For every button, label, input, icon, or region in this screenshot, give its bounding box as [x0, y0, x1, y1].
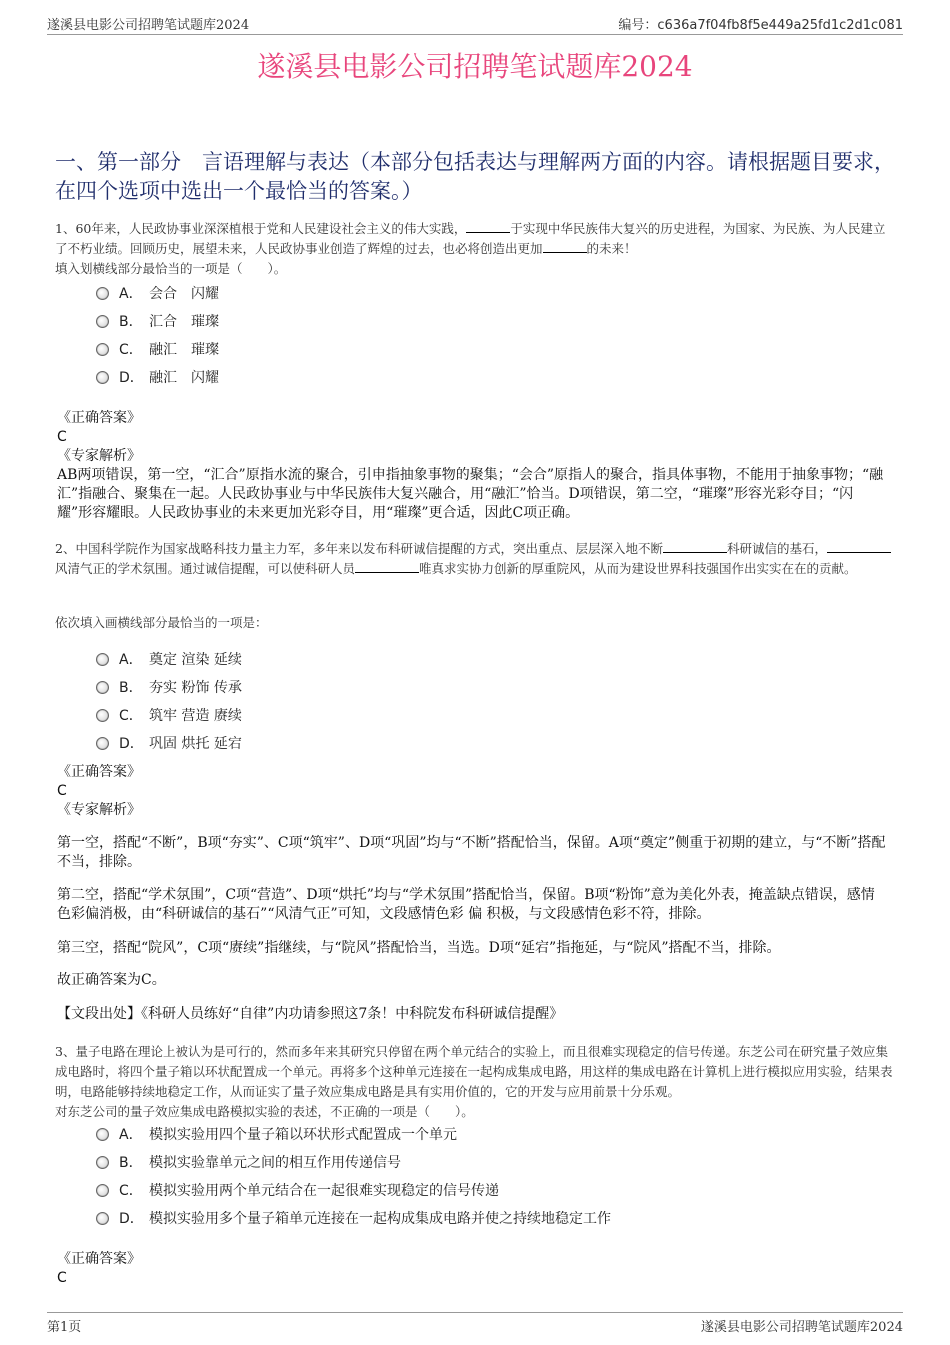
q2-prompt: 依次填入画横线部分最恰当的一项是： [55, 615, 268, 630]
q1-text-1: 1、60年来，人民政协事业深深植根于党和人民建设社会主义的伟大实践， [55, 221, 467, 236]
option-a[interactable]: A． 模拟实验用四个量子箱以环状形式配置成一个单元 [96, 1120, 611, 1148]
question-2-options [96, 645, 242, 757]
answer-value: C [57, 429, 67, 445]
analysis-para-1: 第一空，搭配“不断”，B项“夯实”、C项“筑牢”、D项“巩固”均与“不断”搭配恰当，保留。A项“奠定”侧重于初期的建立，与“不断”搭配不当，排除。 [57, 835, 886, 870]
source-citation: 【文段出处】《科研人员练好“自律”内功请参照这7条！中科院发布科研诚信提醒》 [57, 1006, 564, 1022]
option-a[interactable]: A． 奠定 渲染 延续 [96, 645, 242, 673]
blank [827, 552, 891, 553]
option-d[interactable]: D． 巩固 烘托 延宕 [96, 729, 242, 757]
radio-icon[interactable] [96, 315, 109, 328]
option-c[interactable]: C． 模拟实验用两个单元结合在一起很难实现稳定的信号传递 [96, 1176, 611, 1204]
option-d[interactable]: D． 融汇 闪耀 [96, 363, 219, 391]
radio-icon[interactable] [96, 371, 109, 384]
blank [663, 552, 727, 553]
document-id: 编号：c636a7f04fb8f5e449a25fd1c2d1c081 [618, 18, 903, 33]
blank [543, 252, 587, 253]
option-d[interactable]: D． 模拟实验用多个量子箱单元连接在一起构成集成电路并使之持续地稳定工作 [96, 1204, 611, 1232]
radio-icon[interactable] [96, 1212, 109, 1225]
answer-label: 《正确答案》 [57, 1251, 141, 1267]
page-number: 第1页 [47, 1320, 82, 1335]
option-b[interactable]: B． 汇合 璀璨 [96, 307, 219, 335]
question-1-answer [57, 409, 887, 523]
footer-title: 遂溪县电影公司招聘笔试题库2024 [700, 1320, 903, 1335]
radio-icon[interactable] [96, 653, 109, 666]
q1-prompt: 填入划横线部分最恰当的一项是（ ）。 [55, 261, 287, 276]
page-title: 遂溪县电影公司招聘笔试题库2024 [257, 50, 693, 83]
analysis-label: 《专家解析》 [57, 448, 141, 464]
header-title: 遂溪县电影公司招聘笔试题库2024 [47, 18, 250, 33]
option-c[interactable]: C． 筑牢 营造 赓续 [96, 701, 242, 729]
question-3-stem: 3、量子电路在理论上被认为是可行的，然而多年来其研究只停留在两个单元结合的实验上，而且很难实现稳定的信号传递。东芝公司在研究量子效应集成电路时，将四个量子箱以环状配置成一个单元。再将多个这种单元连接在一起构成集成电路，用这样的集成电路在计算机上进行模拟应用实验，结果表明，电路能够持续地稳定工作，从而证实了量子效应集成电路是具有实用价值的，它的开发与应用前景十分乐观。 对东芝公司的量子效应集成电路模拟实验的表述，不正确的一项是（ ）。 [55, 1044, 893, 1119]
question-3-answer [57, 1250, 887, 1288]
question-1-stem [55, 219, 895, 279]
q1-text-2: 于实现中华民族伟大复兴的历史进程，为国家、为民族、为人民建立了不朽业绩。回顾历史，展望未来，人民政协事业创造了辉煌的过去，也必将创造出更加 [55, 221, 886, 256]
section-heading: 一、第一部分 言语理解与表达（本部分包括表达与理解两方面的内容。请根据题目要求，在四个选项中选出一个最恰当的答案。） [55, 150, 895, 203]
page-footer [47, 1312, 903, 1335]
option-b[interactable]: B． 模拟实验靠单元之间的相互作用传递信号 [96, 1148, 611, 1176]
radio-icon[interactable] [96, 343, 109, 356]
analysis-conclusion: 故正确答案为C。 [57, 972, 166, 988]
answer-label: 《正确答案》 [57, 764, 141, 780]
radio-icon[interactable] [96, 1184, 109, 1197]
analysis-para-2: 第二空，搭配“学术氛围”，C项“营造”、D项“烘托”均与“学术氛围”搭配恰当，保留。B项“粉饰”意为美化外表，掩盖缺点错误，感情色彩偏消极，由“科研诚信的基石”“风清气正”可知，文段感情色彩 偏 积极，与文段感情色彩不符，排除。 [57, 887, 875, 922]
radio-icon[interactable] [96, 681, 109, 694]
radio-icon[interactable] [96, 287, 109, 300]
radio-icon[interactable] [96, 1156, 109, 1169]
answer-value: C [57, 1270, 67, 1286]
option-b[interactable]: B． 夯实 粉饰 传承 [96, 673, 242, 701]
question-2-stem: 2、中国科学院作为国家战略科技力量主力军，多年来以发布科研诚信提醒的方式，突出重点、层层深入地不断 科研诚信的基石，风清气正的学术氛围。通过诚信提醒，可以使科研人员 唯真求实协力创新的厚重院风，从而为建设世界科技强国作出实实在在的贡献。 [55, 539, 895, 579]
blank [466, 232, 510, 233]
answer-value: C [57, 783, 67, 799]
question-1-options [96, 279, 219, 391]
option-c[interactable]: C． 融汇 璀璨 [96, 335, 219, 363]
radio-icon[interactable] [96, 709, 109, 722]
answer-label: 《正确答案》 [57, 410, 141, 426]
analysis-text: AB两项错误，第一空，“汇合”原指水流的聚合，引申指抽象事物的聚集；“会合”原指人的聚合，指具体事物，不能用于抽象事物；“融汇”指融合、聚集在一起。人民政协事业与中华民族伟大复兴融合，用“融汇”恰当。D项错误，第二空，“璀璨”形容光彩夺目；“闪耀”形容耀眼。人民政协事业的未来更加光彩夺目，用“璀璨”更合适，因此C项正确。 [57, 467, 884, 521]
blank [355, 572, 419, 573]
analysis-para-3: 第三空，搭配“院风”，C项“赓续”指继续，与“院风”搭配恰当，当选。D项“延宕”指拖延，与“院风”搭配不当，排除。 [57, 940, 781, 956]
radio-icon[interactable] [96, 1128, 109, 1141]
question-3-options [96, 1120, 611, 1232]
radio-icon[interactable] [96, 737, 109, 750]
option-a[interactable]: A． 会合 闪耀 [96, 279, 219, 307]
question-2-answer [57, 763, 887, 820]
q1-text-3: 的未来！ [586, 241, 637, 256]
page-header [47, 14, 903, 35]
analysis-label: 《专家解析》 [57, 802, 141, 818]
